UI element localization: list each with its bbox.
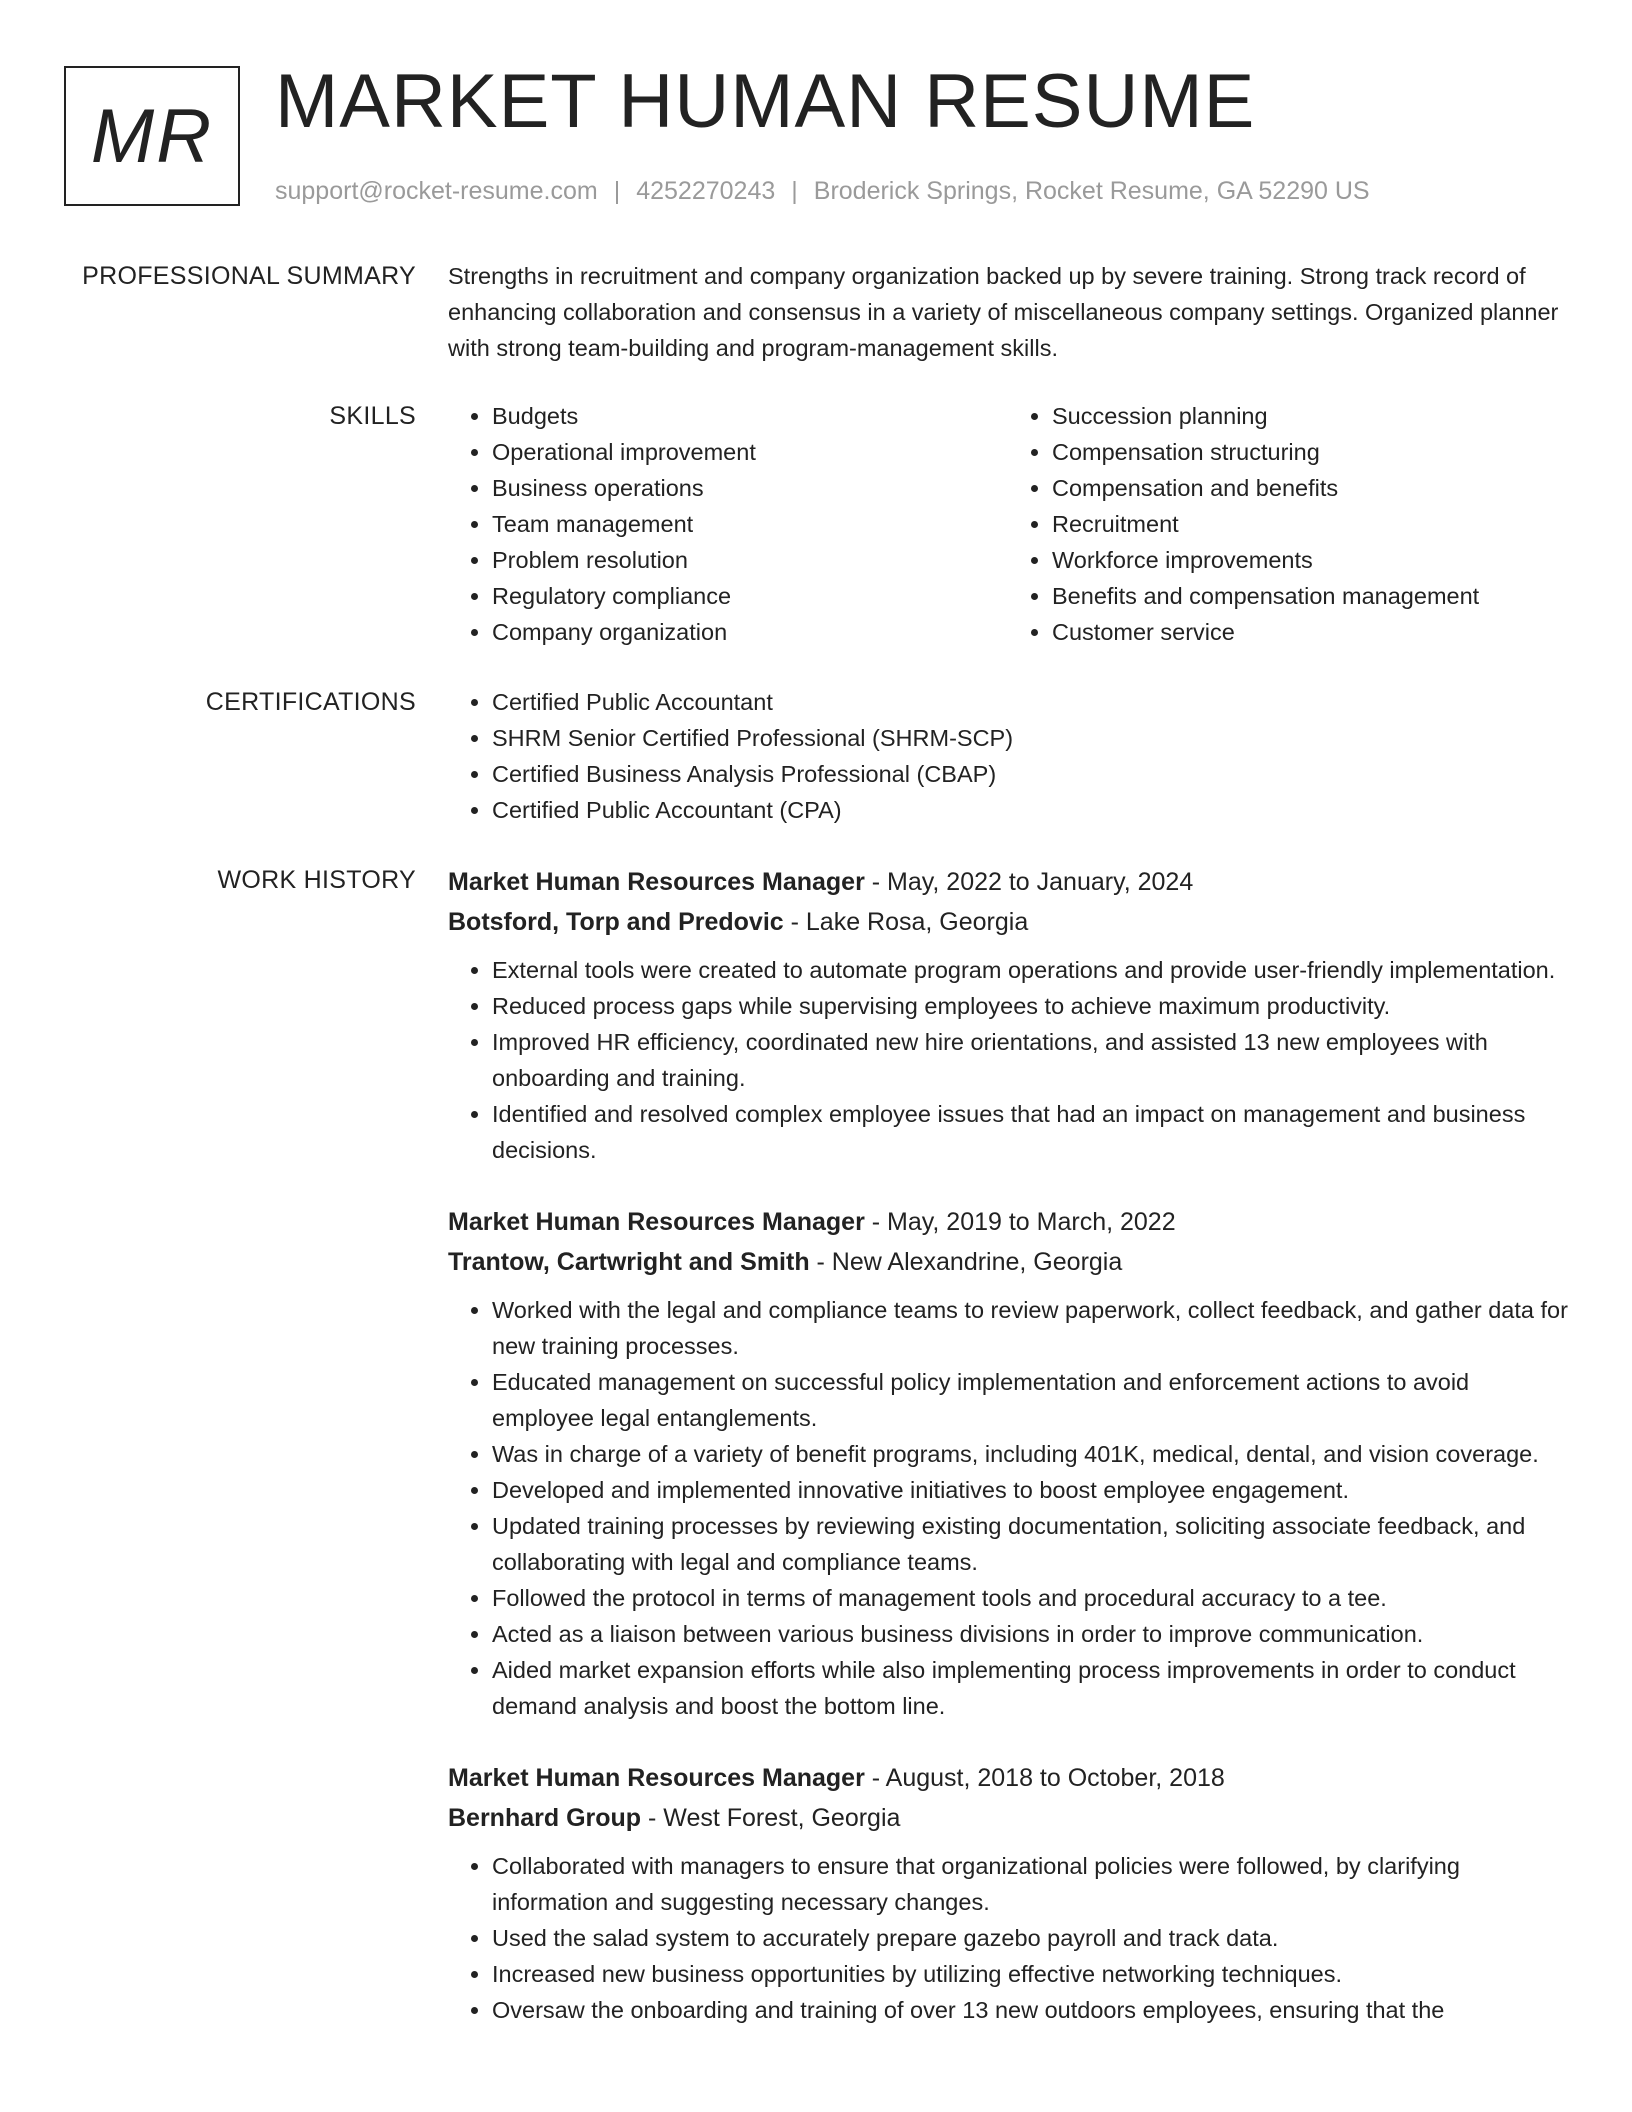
job-bullet: • External tools were created to automate program operations and provide user-friendly implementation. (492, 952, 1568, 988)
skill-item: • Compensation structuring (1052, 434, 1568, 470)
job-bullet: • Was in charge of a variety of benefit programs, including 401K, medical, dental, and vision coverage. (492, 1436, 1568, 1472)
skill-item: • Customer service (1052, 614, 1568, 650)
certification-item: • Certified Business Analysis Professional (CBAP) (492, 756, 1568, 792)
skill-item: • Company organization (492, 614, 1008, 650)
job-bullet: • Worked with the legal and compliance teams to review paperwork, collect feedback, and gather data for new training processes. (492, 1292, 1568, 1364)
skill-item: • Budgets (492, 398, 1008, 434)
skill-item: • Regulatory compliance (492, 578, 1008, 614)
separator: | (613, 177, 621, 205)
section-label: SKILLS (329, 402, 416, 430)
job-bullet: • Identified and resolved complex employee issues that had an impact on management and business decisions. (492, 1096, 1568, 1168)
skills-columns (448, 398, 1568, 650)
job-title: Market Human Resources Manager (448, 1764, 865, 1792)
summary-text: Strengths in recruitment and company organization backed up by severe training. Strong track record of enhancing collaboration and consensus in a variety of miscellaneous company settings. Organized planner with strong team-building and program-management skills. (448, 263, 1559, 361)
job-bullet: • Acted as a liaison between various business divisions in order to improve communication. (492, 1616, 1568, 1652)
section-label: WORK HISTORY (217, 866, 416, 894)
job-title: Market Human Resources Manager (448, 868, 865, 896)
job-title-line (448, 862, 1568, 902)
company-line (448, 1798, 1568, 1838)
monogram: MR (64, 66, 240, 206)
company-name: Botsford, Torp and Predovic (448, 908, 784, 936)
skill-item: • Recruitment (1052, 506, 1568, 542)
job-bullet: • Educated management on successful policy implementation and enforcement actions to avoid employee legal entanglements. (492, 1364, 1568, 1436)
work-history-block (448, 862, 1568, 2028)
skill-item: • Succession planning (1052, 398, 1568, 434)
company-line (448, 902, 1568, 942)
resume-name: MARKET HUMAN RESUME (275, 59, 1256, 144)
section-label: PROFESSIONAL SUMMARY (82, 262, 416, 290)
company-line (448, 1242, 1568, 1282)
skill-item: • Business operations (492, 470, 1008, 506)
job-bullet: • Used the salad system to accurately prepare gazebo payroll and track data. (492, 1920, 1568, 1956)
skill-item: • Problem resolution (492, 542, 1008, 578)
job-bullet: • Improved HR efficiency, coordinated new hire orientations, and assisted 13 new employees with onboarding and training. (492, 1024, 1568, 1096)
certification-item: • SHRM Senior Certified Professional (SHRM-SCP) (492, 720, 1568, 756)
job-title-line (448, 1758, 1568, 1798)
contact-address: Broderick Springs, Rocket Resume, GA 52290 US (813, 177, 1370, 205)
job-entry (448, 1758, 1568, 2028)
job-bullet: • Collaborated with managers to ensure that organizational policies were followed, by clarifying information and suggesting necessary changes. (492, 1848, 1568, 1920)
company-location: - Lake Rosa, Georgia (783, 908, 1029, 936)
job-bullet: • Updated training processes by reviewing existing documentation, soliciting associate feedback, and collaborating with legal and compliance teams. (492, 1508, 1568, 1580)
company-location: - West Forest, Georgia (641, 1804, 901, 1832)
certification-item: • Certified Public Accountant (492, 684, 1568, 720)
job-bullet: • Followed the protocol in terms of management tools and procedural accuracy to a tee. (492, 1580, 1568, 1616)
skill-item: • Benefits and compensation management (1052, 578, 1568, 614)
contact-line (275, 174, 1370, 208)
job-dates: - May, 2019 to March, 2022 (864, 1208, 1176, 1236)
company-name: Trantow, Cartwright and Smith (448, 1248, 810, 1276)
job-bullet: • Oversaw the onboarding and training of over 13 new outdoors employees, ensuring that the (492, 1992, 1568, 2028)
certifications-block (448, 684, 1568, 828)
certifications-list (448, 684, 1568, 828)
job-dates: - May, 2022 to January, 2024 (864, 868, 1194, 896)
company-location: - New Alexandrine, Georgia (809, 1248, 1123, 1276)
job-bullet: • Developed and implemented innovative initiatives to boost employee engagement. (492, 1472, 1568, 1508)
skills-list-right (1008, 398, 1568, 650)
skill-item: • Team management (492, 506, 1008, 542)
section-label: CERTIFICATIONS (205, 688, 416, 716)
job-entry (448, 1202, 1568, 1724)
job-bullet: • Reduced process gaps while supervising employees to achieve maximum productivity. (492, 988, 1568, 1024)
separator: | (791, 177, 798, 205)
job-bullets (448, 1292, 1568, 1724)
job-bullets (448, 1848, 1568, 2028)
job-bullets (448, 952, 1568, 1168)
job-bullet: • Increased new business opportunities by utilizing effective networking techniques. (492, 1956, 1568, 1992)
company-name: Bernhard Group (448, 1804, 642, 1832)
job-title: Market Human Resources Manager (448, 1208, 865, 1236)
job-bullet: • Aided market expansion efforts while also implementing process improvements in order to conduct demand analysis and boost the bottom line. (492, 1652, 1568, 1724)
contact-phone: 4252270243 (636, 177, 776, 205)
job-entry (448, 862, 1568, 1168)
contact-email: support@rocket-resume.com (275, 177, 598, 205)
job-title-line (448, 1202, 1568, 1242)
skill-item: • Workforce improvements (1052, 542, 1568, 578)
skills-list-left (448, 398, 1008, 650)
skill-item: • Compensation and benefits (1052, 470, 1568, 506)
skill-item: • Operational improvement (492, 434, 1008, 470)
summary-text-block (448, 258, 1568, 366)
certification-item: • Certified Public Accountant (CPA) (492, 792, 1568, 828)
job-dates: - August, 2018 to October, 2018 (864, 1764, 1225, 1792)
